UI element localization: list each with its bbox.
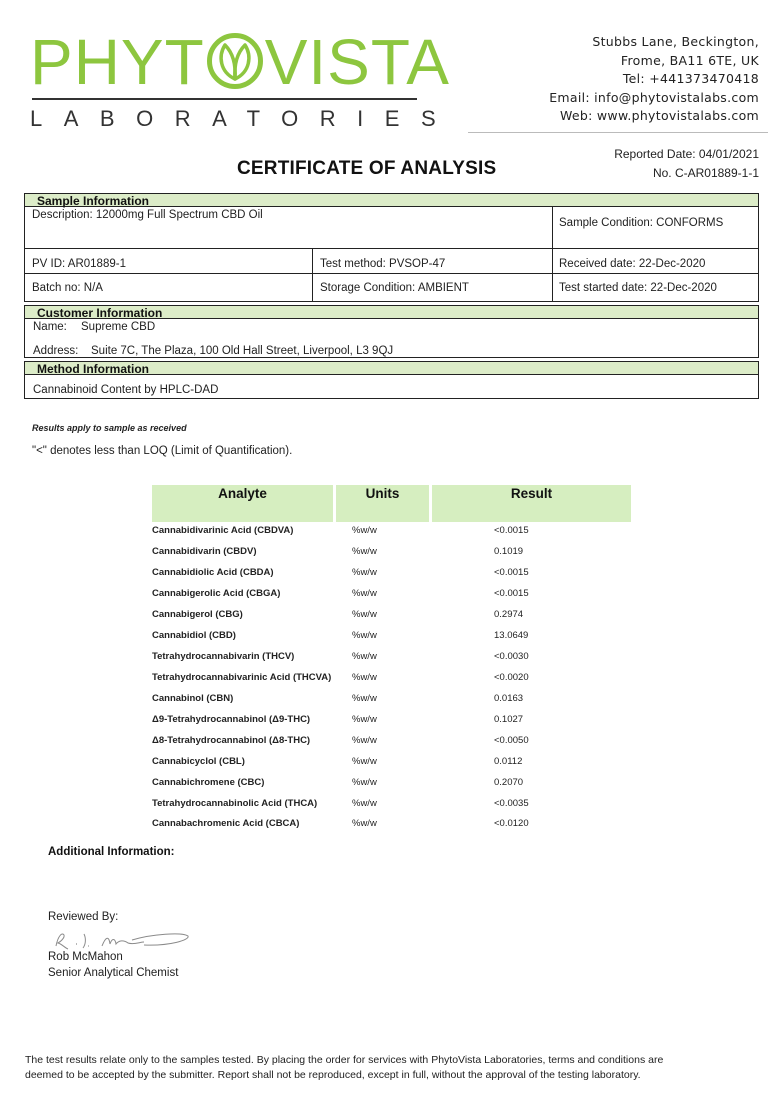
units-cell: %w/w [352,735,377,746]
result-cell: <0.0120 [494,818,529,829]
table-row [152,735,632,756]
result-cell: 0.1027 [494,714,524,725]
company-address [549,33,759,126]
email-line: Email: info@phytovistalabs.com [549,89,759,105]
result-cell: 0.0163 [494,693,524,704]
result-cell: <0.0015 [494,525,529,536]
reviewed-by-label: Reviewed By: [48,911,119,923]
divider [312,248,313,301]
table-row [152,609,632,630]
address-line: Stubbs Lane, Beckington, [592,34,759,49]
result-cell: 0.2070 [494,777,524,788]
divider [552,206,553,301]
table-row [152,672,632,693]
table-row [152,777,632,798]
reported-date: Reported Date: 04/01/2021 [614,147,759,161]
units-cell: %w/w [352,525,377,536]
method-description: Cannabinoid Content by HPLC-DAD [33,384,219,396]
units-cell: %w/w [352,651,377,662]
units-cell: %w/w [352,672,377,683]
units-cell: %w/w [352,546,377,557]
table-row [152,546,632,567]
units-cell: %w/w [352,756,377,767]
customer-address: Suite 7C, The Plaza, 100 Old Hall Street, Liverpool, L3 9QJ [91,345,394,357]
units-cell: %w/w [352,714,377,725]
storage-condition: Storage Condition: AMBIENT [320,282,469,294]
method-information-box [24,374,759,399]
analyte-cell: Δ8-Tetrahydrocannabinol (Δ8-THC) [152,735,311,746]
analyte-cell: Cannabichromene (CBC) [152,777,265,788]
column-header-result: Result [432,485,631,522]
report-meta [614,145,759,183]
analyte-cell: Tetrahydrocannabinolic Acid (THCA) [152,798,318,809]
analyte-cell: Cannabigerolic Acid (CBGA) [152,588,281,599]
analyte-cell: Cannabidivarinic Acid (CBDVA) [152,525,294,536]
divider [25,273,758,274]
loq-note: "<" denotes less than LOQ (Limit of Quantification). [32,445,293,457]
pv-id: PV ID: AR01889-1 [32,258,126,270]
sample-information-box [24,206,759,302]
analyte-cell: Cannabidiolic Acid (CBDA) [152,567,274,578]
units-cell: %w/w [352,567,377,578]
table-row [152,818,632,839]
web-line: Web: www.phytovistalabs.com [559,108,759,123]
customer-name-label: Name: [33,321,67,333]
result-cell: 13.0649 [494,630,529,641]
page-title: CERTIFICATE OF ANALYSIS [237,158,497,179]
units-cell: %w/w [352,693,377,704]
logo-wordmark-left: PHYT [30,26,205,98]
footer-line: deemed to be accepted by the submitter. Report shall not be reproduced, except in full, without the approval of the testing laboratory. [25,1069,641,1081]
reviewer-name: Rob McMahon [48,951,123,963]
table-row [152,714,632,735]
result-cell: <0.0050 [494,735,529,746]
test-started-date: Test started date: 22-Dec-2020 [559,282,717,294]
customer-name: Supreme CBD [81,321,156,333]
column-header-units: Units [336,485,429,522]
table-row [152,756,632,777]
received-date: Received date: 22-Dec-2020 [559,258,706,270]
logo-wordmark-right: VISTA [264,26,450,98]
results-note: Results apply to sample as received [32,423,187,433]
description: Description: 12000mg Full Spectrum CBD Oil [32,209,263,221]
result-cell: 0.0112 [494,756,523,767]
analyte-cell: Tetrahydrocannabivarin (THCV) [152,651,295,662]
sample-information-heading: Sample Information [24,193,759,207]
certificate-number: No. C-AR01889-1-1 [652,166,759,180]
units-cell: %w/w [352,630,377,641]
sample-condition: Sample Condition: CONFORMS [559,217,724,229]
reviewer-title: Senior Analytical Chemist [48,967,179,979]
customer-address-label: Address: [33,345,79,357]
table-row [152,525,632,546]
analyte-cell: Tetrahydrocannabivarinic Acid (THCVA) [152,672,332,683]
signature-icon [52,926,192,952]
method-information-heading: Method Information [24,361,759,375]
analyte-cell: Cannabachromenic Acid (CBCA) [152,818,300,829]
units-cell: %w/w [352,798,377,809]
result-cell: 0.2974 [494,609,524,620]
test-method: Test method: PVSOP-47 [320,258,446,270]
logo-wordmark [30,26,450,98]
analyte-cell: Δ9-Tetrahydrocannabinol (Δ9-THC) [152,714,311,725]
leaf-o-icon [206,32,264,90]
result-cell: <0.0020 [494,672,529,683]
analyte-cell: Cannabicyclol (CBL) [152,756,245,767]
footer-line: The test results relate only to the samples tested. By placing the order for services with PhytoVista Laboratories, terms and conditions are [25,1054,664,1066]
divider [25,248,758,249]
customer-information-heading: Customer Information [24,305,759,319]
units-cell: %w/w [352,818,377,829]
analyte-cell: Cannabidivarin (CBDV) [152,546,257,557]
table-row [152,798,632,819]
phone-line: Tel: +441373470418 [622,71,759,86]
table-row [152,588,632,609]
footer-disclaimer [25,1053,765,1083]
address-line: Frome, BA11 6TE, UK [620,52,759,68]
result-cell: <0.0015 [494,567,529,578]
additional-information-label: Additional Information: [48,846,175,858]
units-cell: %w/w [352,609,377,620]
result-cell: 0.1019 [494,546,524,557]
table-row [152,693,632,714]
table-row [152,630,632,651]
column-header-analyte: Analyte [152,485,333,522]
table-row [152,651,632,672]
analyte-cell: Cannabinol (CBN) [152,693,234,704]
result-cell: <0.0015 [494,588,529,599]
header-rule [468,132,768,133]
customer-information-box [24,318,759,358]
result-cell: <0.0035 [494,798,529,809]
logo-subtitle: LABORATORIES [30,106,458,131]
analyte-cell: Cannabidiol (CBD) [152,630,236,641]
batch-no: Batch no: N/A [32,282,103,294]
logo-divider [32,98,417,100]
units-cell: %w/w [352,777,377,788]
units-cell: %w/w [352,588,377,599]
result-cell: <0.0030 [494,651,529,662]
analyte-cell: Cannabigerol (CBG) [152,609,243,620]
table-row [152,567,632,588]
